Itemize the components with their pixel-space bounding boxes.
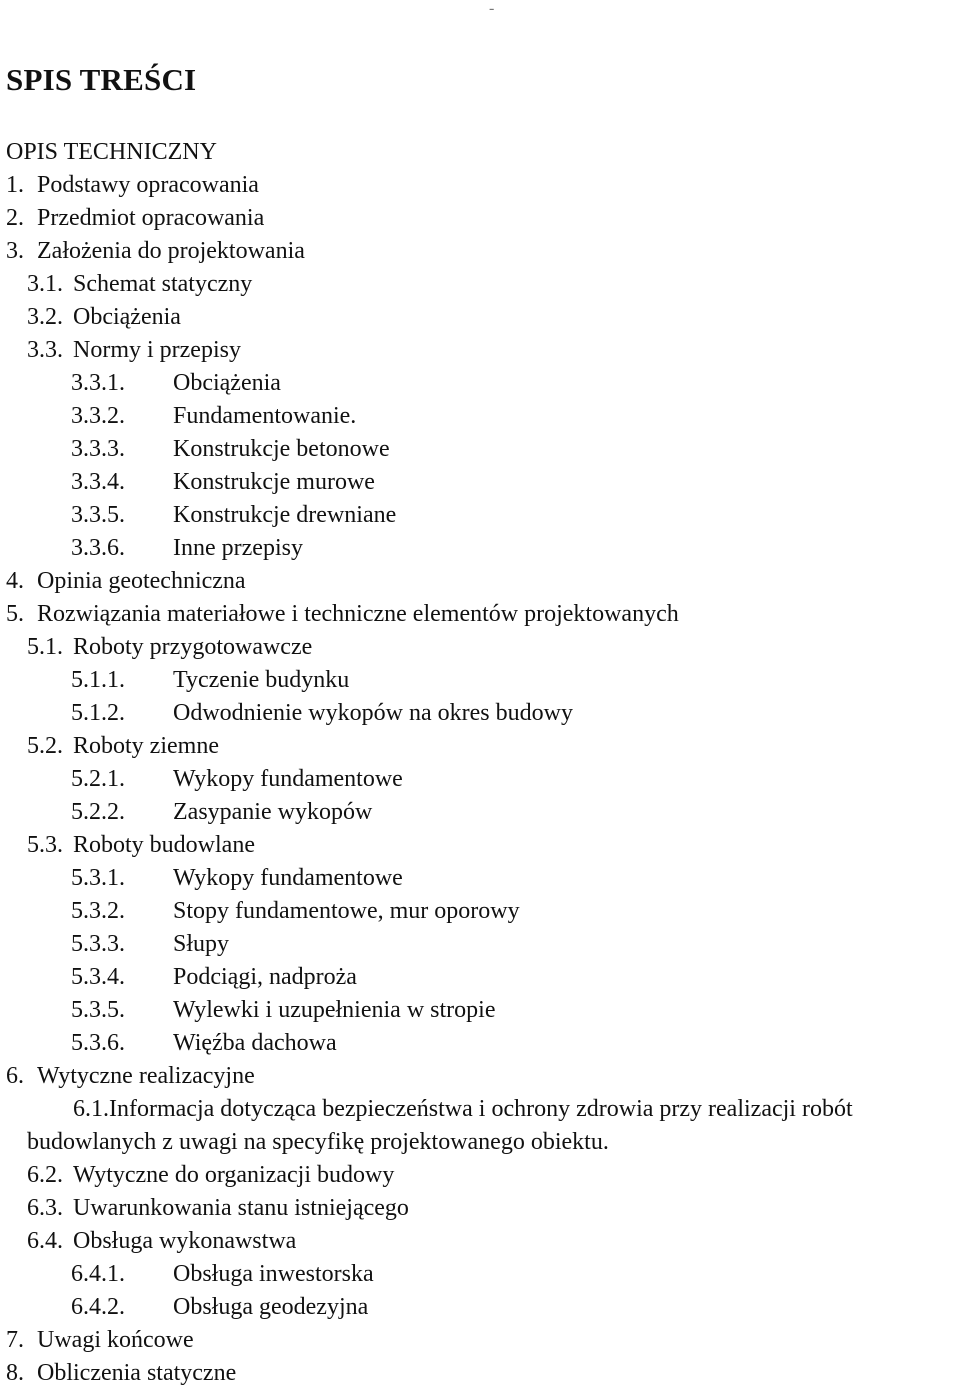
toc-entry-number: 6.2. bbox=[27, 1162, 63, 1188]
toc-entry-number: 1. bbox=[6, 172, 24, 198]
toc-entry-number: 6.4. bbox=[27, 1228, 63, 1254]
toc-entry[interactable] bbox=[0, 202, 960, 235]
toc-entry[interactable] bbox=[0, 763, 960, 796]
toc-entry-title: Zasypanie wykopów bbox=[173, 799, 373, 825]
toc-entry[interactable] bbox=[0, 1027, 960, 1060]
toc-entry-number: 3.3.2. bbox=[71, 403, 125, 429]
toc-entry[interactable] bbox=[0, 499, 960, 532]
toc-entry-title: Tyczenie budynku bbox=[173, 667, 350, 693]
toc-entry[interactable] bbox=[0, 367, 960, 400]
toc-entry[interactable] bbox=[0, 829, 960, 862]
toc-entry[interactable] bbox=[0, 928, 960, 961]
toc-entry-title: Schemat statyczny bbox=[73, 271, 253, 297]
toc-entry-title: Stopy fundamentowe, mur oporowy bbox=[173, 898, 520, 924]
toc-entry-number: 5.2.1. bbox=[71, 766, 125, 792]
toc-entry-title: Obsługa geodezyjna bbox=[173, 1294, 369, 1320]
toc-entry-title: Podciągi, nadproża bbox=[173, 964, 357, 990]
table-of-contents bbox=[0, 169, 960, 1390]
toc-entry[interactable] bbox=[0, 1258, 960, 1291]
toc-entry[interactable] bbox=[0, 565, 960, 598]
toc-entry-number: 2. bbox=[6, 205, 24, 231]
toc-entry-number: 5.3.2. bbox=[71, 898, 125, 924]
toc-entry-number: 5.2.2. bbox=[71, 799, 125, 825]
toc-entry-number: 5.3.6. bbox=[71, 1030, 125, 1056]
toc-entry[interactable] bbox=[0, 235, 960, 268]
toc-entry-title: Konstrukcje betonowe bbox=[173, 436, 390, 462]
toc-entry-number: 3.3.6. bbox=[71, 535, 125, 561]
toc-entry-number: 5.3.3. bbox=[71, 931, 125, 957]
toc-entry-title: Fundamentowanie. bbox=[173, 403, 357, 429]
toc-entry-title: Podstawy opracowania bbox=[37, 172, 259, 198]
header-mark: - bbox=[489, 0, 495, 17]
toc-entry-number: 5.3.4. bbox=[71, 964, 125, 990]
toc-entry[interactable] bbox=[0, 994, 960, 1027]
toc-entry-number: 5.2. bbox=[27, 733, 63, 759]
toc-entry[interactable] bbox=[0, 961, 960, 994]
toc-entry-number: 8. bbox=[6, 1360, 24, 1386]
toc-entry[interactable] bbox=[0, 1060, 960, 1093]
toc-entry-number: 5.3.1. bbox=[71, 865, 125, 891]
toc-entry-title: 6.1.Informacja dotycząca bezpieczeństwa i ochrony zdrowia przy realizacji robót budowlanych z uwagi na specyfikę projektowanego obiektu. bbox=[27, 1096, 853, 1155]
toc-entry-title: Roboty ziemne bbox=[73, 733, 219, 759]
toc-entry[interactable] bbox=[0, 664, 960, 697]
toc-entry-title: Uwagi końcowe bbox=[37, 1327, 194, 1353]
toc-entry-title: Uwarunkowania stanu istniejącego bbox=[73, 1195, 409, 1221]
toc-entry[interactable] bbox=[0, 1291, 960, 1324]
toc-entry-title: Roboty budowlane bbox=[73, 832, 255, 858]
toc-entry-title: Wytyczne realizacyjne bbox=[37, 1063, 255, 1089]
toc-entry-title: Konstrukcje murowe bbox=[173, 469, 375, 495]
toc-entry-title: Wykopy fundamentowe bbox=[173, 865, 403, 891]
toc-entry[interactable] bbox=[0, 1192, 960, 1225]
toc-entry[interactable] bbox=[0, 862, 960, 895]
toc-entry-title: Obsługa inwestorska bbox=[173, 1261, 374, 1287]
toc-entry-title: Odwodnienie wykopów na okres budowy bbox=[173, 700, 573, 726]
toc-entry[interactable] bbox=[0, 400, 960, 433]
toc-entry-number: 3.3.3. bbox=[71, 436, 125, 462]
toc-entry-number: 5.1.2. bbox=[71, 700, 125, 726]
toc-entry[interactable] bbox=[0, 1225, 960, 1258]
toc-entry[interactable] bbox=[0, 433, 960, 466]
toc-entry[interactable] bbox=[0, 598, 960, 631]
toc-entry[interactable] bbox=[0, 631, 960, 664]
toc-entry[interactable] bbox=[0, 796, 960, 829]
toc-entry-number: 3.3. bbox=[27, 337, 63, 363]
toc-entry-title: Obciążenia bbox=[73, 304, 181, 330]
toc-entry[interactable] bbox=[0, 268, 960, 301]
toc-entry[interactable] bbox=[0, 169, 960, 202]
toc-entry-title: Wylewki i uzupełnienia w stropie bbox=[173, 997, 496, 1023]
toc-entry-number: 5.3.5. bbox=[71, 997, 125, 1023]
toc-entry[interactable] bbox=[0, 532, 960, 565]
toc-entry-number: 3.3.4. bbox=[71, 469, 125, 495]
toc-entry[interactable] bbox=[0, 466, 960, 499]
toc-entry-number: 5.1.1. bbox=[71, 667, 125, 693]
toc-entry-number: 3. bbox=[6, 238, 24, 264]
toc-entry-title: Obliczenia statyczne bbox=[37, 1360, 237, 1386]
toc-entry-number: 6.4.2. bbox=[71, 1294, 125, 1320]
toc-entry[interactable] bbox=[0, 1324, 960, 1357]
toc-entry-number: 3.1. bbox=[27, 271, 63, 297]
toc-entry-title: Wykopy fundamentowe bbox=[173, 766, 403, 792]
toc-entry-number: 3.3.5. bbox=[71, 502, 125, 528]
toc-entry[interactable] bbox=[0, 1159, 960, 1192]
toc-entry[interactable] bbox=[0, 301, 960, 334]
page-title: SPIS TREŚCI bbox=[6, 62, 197, 97]
toc-entry-title: Opinia geotechniczna bbox=[37, 568, 246, 594]
toc-entry-number: 4. bbox=[6, 568, 24, 594]
toc-entry[interactable] bbox=[0, 895, 960, 928]
toc-entry-title: Roboty przygotowawcze bbox=[73, 634, 313, 660]
toc-entry-number: 6.3. bbox=[27, 1195, 63, 1221]
toc-entry-title: Słupy bbox=[173, 931, 230, 957]
toc-entry-number: 5.3. bbox=[27, 832, 63, 858]
toc-entry-title: Założenia do projektowania bbox=[37, 238, 305, 264]
toc-entry-number: 3.2. bbox=[27, 304, 63, 330]
toc-entry-title: Wytyczne do organizacji budowy bbox=[73, 1162, 395, 1188]
toc-entry[interactable] bbox=[0, 1357, 960, 1390]
toc-entry-number: 5. bbox=[6, 601, 24, 627]
toc-entry-title: Obciążenia bbox=[173, 370, 281, 396]
toc-entry-title: Rozwiązania materiałowe i techniczne elementów projektowanych bbox=[37, 601, 679, 627]
toc-entry-title: Obsługa wykonawstwa bbox=[73, 1228, 297, 1254]
toc-entry-title: Normy i przepisy bbox=[73, 337, 241, 363]
toc-entry[interactable] bbox=[0, 1093, 960, 1159]
toc-entry[interactable] bbox=[0, 730, 960, 763]
toc-entry-number: 7. bbox=[6, 1327, 24, 1353]
section-subtitle: OPIS TECHNICZNY bbox=[6, 139, 217, 165]
toc-entry[interactable] bbox=[0, 697, 960, 730]
toc-entry-title: Konstrukcje drewniane bbox=[173, 502, 397, 528]
toc-entry[interactable] bbox=[0, 334, 960, 367]
toc-entry-number: 5.1. bbox=[27, 634, 63, 660]
toc-entry-number: 6. bbox=[6, 1063, 24, 1089]
toc-entry-title: Więźba dachowa bbox=[173, 1030, 337, 1056]
toc-entry-number: 6.4.1. bbox=[71, 1261, 125, 1287]
toc-entry-title: Inne przepisy bbox=[173, 535, 303, 561]
toc-entry-title: Przedmiot opracowania bbox=[37, 205, 265, 231]
toc-entry-number: 3.3.1. bbox=[71, 370, 125, 396]
